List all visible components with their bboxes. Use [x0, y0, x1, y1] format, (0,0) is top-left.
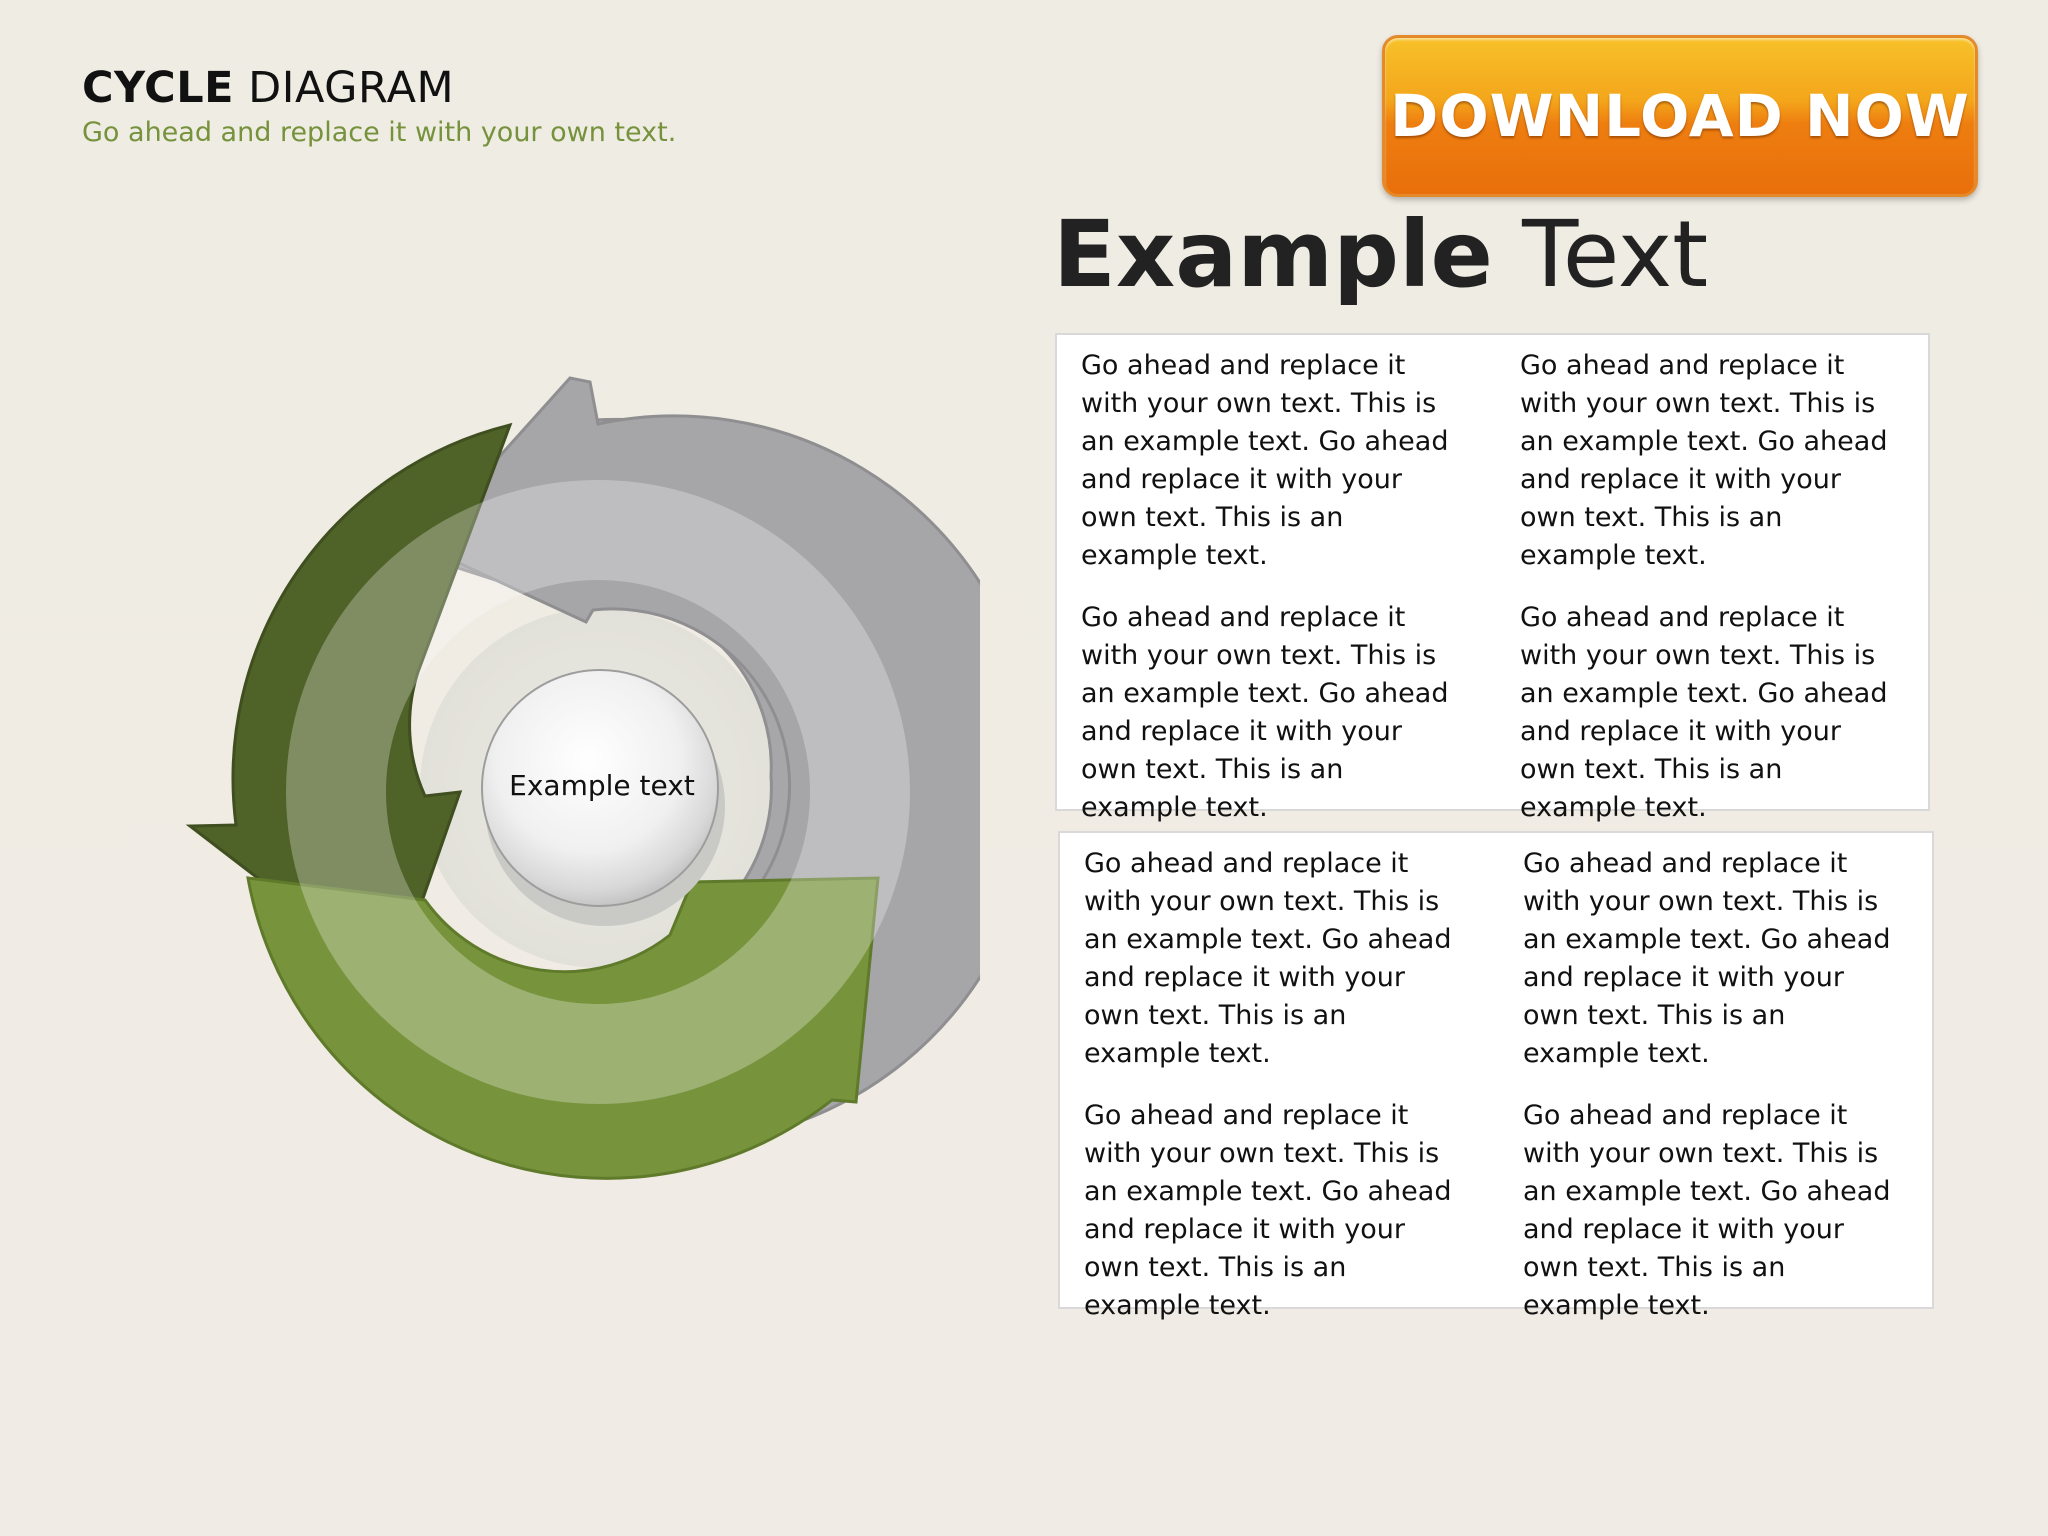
title-rest: DIAGRAM [234, 63, 455, 113]
panel-2-cell-4: Go ahead and replace it with your own text. This is an example text. Go ahead and replace it with your own text. This is an example text. [1523, 1100, 1891, 1321]
heading-rest: Text [1492, 201, 1709, 308]
download-now-button[interactable]: DOWNLOAD NOW [1382, 35, 1978, 197]
panel-2-cell-3: Go ahead and replace it with your own text. This is an example text. Go ahead and replace it with your own text. This is an example text. [1084, 1100, 1452, 1321]
panel-1-cell-1: Go ahead and replace it with your own text. This is an example text. Go ahead and replace it with your own text. This is an example text. [1081, 350, 1449, 571]
header [82, 60, 676, 150]
section-heading [1053, 200, 1708, 310]
page-subtitle: Go ahead and replace it with your own text. [82, 117, 677, 148]
panel-2-cell-2: Go ahead and replace it with your own text. This is an example text. Go ahead and replace it with your own text. This is an example text. [1523, 848, 1891, 1069]
center-label: Example text [509, 769, 695, 802]
panel-2-cell-1: Go ahead and replace it with your own text. This is an example text. Go ahead and replace it with your own text. This is an example text. [1084, 848, 1452, 1069]
title-bold: CYCLE [82, 63, 234, 113]
heading-bold: Example [1053, 201, 1493, 308]
page-title [82, 60, 676, 116]
panel-1-cell-2: Go ahead and replace it with your own text. This is an example text. Go ahead and replace it with your own text. This is an example text. [1520, 350, 1888, 571]
text-panel-1 [1055, 333, 1930, 823]
panel-1-cell-4: Go ahead and replace it with your own text. This is an example text. Go ahead and replace it with your own text. This is an example text. [1520, 602, 1888, 823]
panel-1-cell-3: Go ahead and replace it with your own text. This is an example text. Go ahead and replace it with your own text. This is an example text. [1081, 602, 1449, 823]
text-panel-2 [1058, 831, 1934, 1321]
